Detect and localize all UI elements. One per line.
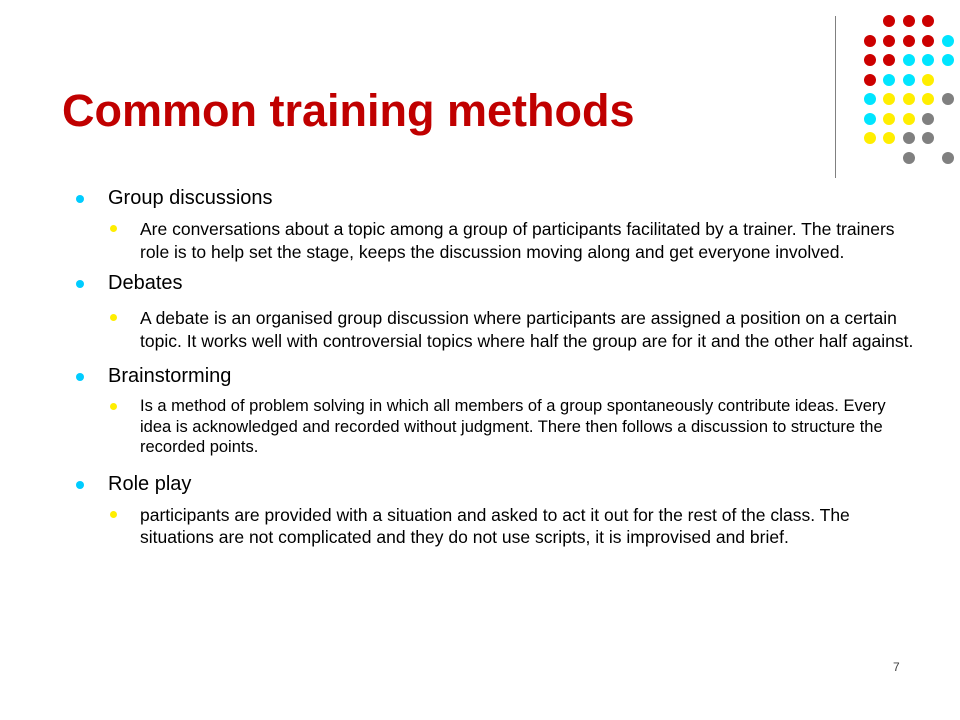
bullet-icon <box>76 481 84 489</box>
decorative-dot <box>942 152 954 164</box>
decorative-dot <box>903 15 915 27</box>
decorative-dot <box>883 15 895 27</box>
sub-item-brainstorming <box>76 396 936 458</box>
decorative-dot <box>864 35 876 47</box>
decorative-dot <box>922 93 934 105</box>
decorative-dot <box>922 132 934 144</box>
decorative-dot <box>883 132 895 144</box>
item-heading: Group discussions <box>108 187 273 209</box>
decorative-dot <box>942 93 954 105</box>
decorative-dot <box>942 54 954 66</box>
sub-bullet-icon <box>110 403 117 410</box>
sub-bullet-icon <box>110 225 117 232</box>
decorative-dot <box>903 132 915 144</box>
item-heading: Debates <box>108 272 183 294</box>
decorative-dot <box>903 54 915 66</box>
decorative-dot <box>903 152 915 164</box>
decorative-dot <box>883 113 895 125</box>
page-number: 7 <box>893 660 900 674</box>
vertical-divider <box>835 16 836 178</box>
decorative-dot <box>883 93 895 105</box>
decorative-dot <box>903 74 915 86</box>
list-item-group-discussions <box>76 186 936 210</box>
list-item-debates <box>76 271 936 295</box>
bullet-icon <box>76 195 84 203</box>
sub-item-role-play <box>76 504 936 549</box>
decorative-dot <box>922 113 934 125</box>
decorative-dot <box>864 132 876 144</box>
decorative-dot <box>922 15 934 27</box>
decorative-dot <box>903 93 915 105</box>
item-detail: A debate is an organised group discussion where participants are assigned a position on a certain topic. It works well with controversial topics where half the group are for it and the other half against. <box>140 308 914 351</box>
decorative-dot <box>864 74 876 86</box>
decorative-dot <box>903 113 915 125</box>
decorative-dot <box>864 93 876 105</box>
item-detail: participants are provided with a situation and asked to act it out for the rest of the class. The situations are not complicated and they do not use scripts, it is improvised and brief. <box>140 504 850 547</box>
decorative-dot <box>864 113 876 125</box>
sub-bullet-icon <box>110 511 117 518</box>
bullet-icon <box>76 373 84 381</box>
bullet-icon <box>76 280 84 288</box>
bullet-list <box>76 186 936 549</box>
item-detail: Are conversations about a topic among a group of participants facilitated by a trainer. The trainers role is to help set the stage, keeps the discussion moving along and get everyone involved. <box>140 219 895 262</box>
list-item-brainstorming <box>76 364 936 388</box>
decorative-dot <box>922 74 934 86</box>
decorative-dot <box>883 35 895 47</box>
decorative-dot <box>864 54 876 66</box>
item-detail: Is a method of problem solving in which all members of a group spontaneously contribute ideas. Every idea is acknowledged and recorded without judgment. There then follows a discussion to structure the recorded points. <box>140 397 886 456</box>
item-heading: Role play <box>108 472 192 495</box>
decorative-dot <box>922 35 934 47</box>
decorative-dot <box>922 54 934 66</box>
item-heading: Brainstorming <box>108 365 232 387</box>
decorative-dot <box>883 74 895 86</box>
decorative-dot <box>883 54 895 66</box>
sub-item-debates <box>76 307 936 352</box>
sub-bullet-icon <box>110 314 117 321</box>
sub-item-group-discussions <box>76 218 936 263</box>
list-item-role-play <box>76 472 936 496</box>
decorative-dot <box>903 35 915 47</box>
slide-title: Common training methods <box>62 85 635 136</box>
decorative-dot <box>942 35 954 47</box>
